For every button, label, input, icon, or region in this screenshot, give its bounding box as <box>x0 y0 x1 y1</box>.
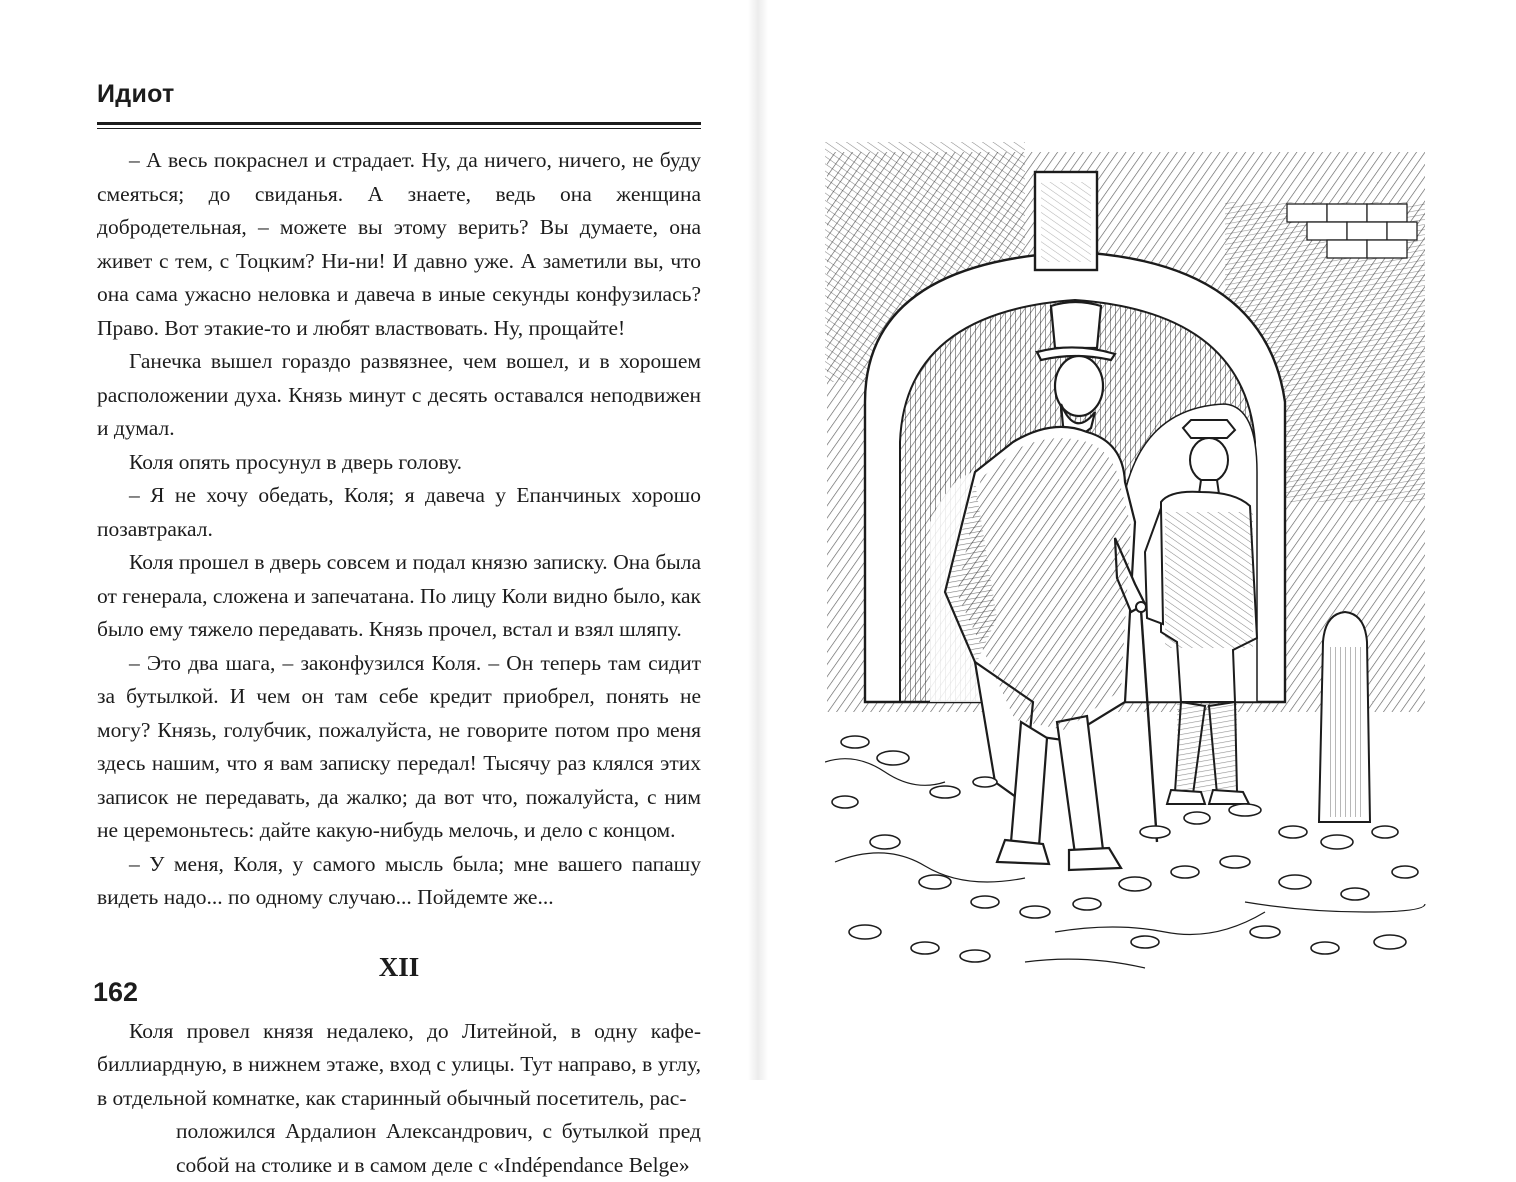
chapter-paragraph-continuation: положился Ардалион Александрович, с бутылкой пред собой на столике и в самом деле с «Indépendance Belge» <box>176 1119 701 1177</box>
page-number: 162 <box>93 977 139 1007</box>
header-rule-thin <box>97 128 701 129</box>
body-text <box>97 144 701 1182</box>
paragraph: Коля опять просунул в дверь голову. <box>129 449 462 474</box>
running-head: Идиот <box>97 80 175 108</box>
chapter-heading: XII <box>378 951 420 982</box>
illustration-drawing <box>825 142 1427 975</box>
header-rule-thick <box>97 122 701 125</box>
paragraph: – А весь покраснел и страдает. Ну, да ничего, ничего, не буду смеяться; до свиданья. А знаете, ведь она женщина добродетельная, – можете вы этому верить? Вы думаете, она живет с тем, с Тоцким? Ни-ни! И давно уже. А заметили вы, что она сама ужасно неловка и давеча в иные секунды конфузилась? Право. Вот этакие-то и любят властвовать. Ну, прощайте! <box>97 148 701 340</box>
chapter-opening-paragraph: Коля провел князя недалеко, до Литейной, в одну кафе-биллиардную, в нижнем этаже, вход с улицы. Тут направо, в углу, в отдельной комнатке, как старинный обычный посетитель, рас- <box>97 1018 701 1110</box>
illustration <box>825 142 1427 975</box>
paragraph: Коля прошел в дверь совсем и подал князю записку. Она была от генерала, сложена и запечатана. По лицу Коли видно было, как было ему тяжело передавать. Князь прочел, встал и взял шляпу. <box>97 550 701 641</box>
left-page <box>0 0 758 1177</box>
paragraph: – У меня, Коля, у самого мысль была; мне вашего папашу видеть надо... по одному случаю... Пойдемте же... <box>97 851 701 909</box>
paragraph: – Это два шага, – законфузился Коля. – Он теперь там сидит за бутылкой. И чем он там себе кредит приобрел, понять не могу? Князь, голубчик, пожалуйста, не говорите потом про меня здесь нашим, что я вам записку передал! Тысячу раз клялся этих записок не передавать, да жалко; да вот что, пожалуйста, с ним не церемоньтесь: дайте какую-нибудь мелочь, и дело с концом. <box>97 650 701 842</box>
paragraph: – Я не хочу обедать, Коля; я давеча у Епанчиных хорошо позавтракал. <box>97 483 701 541</box>
paragraph: Ганечка вышел гораздо развязнее, чем вошел, и в хорошем расположении духа. Князь минут с десять оставался неподвижен и думал. <box>97 349 701 440</box>
